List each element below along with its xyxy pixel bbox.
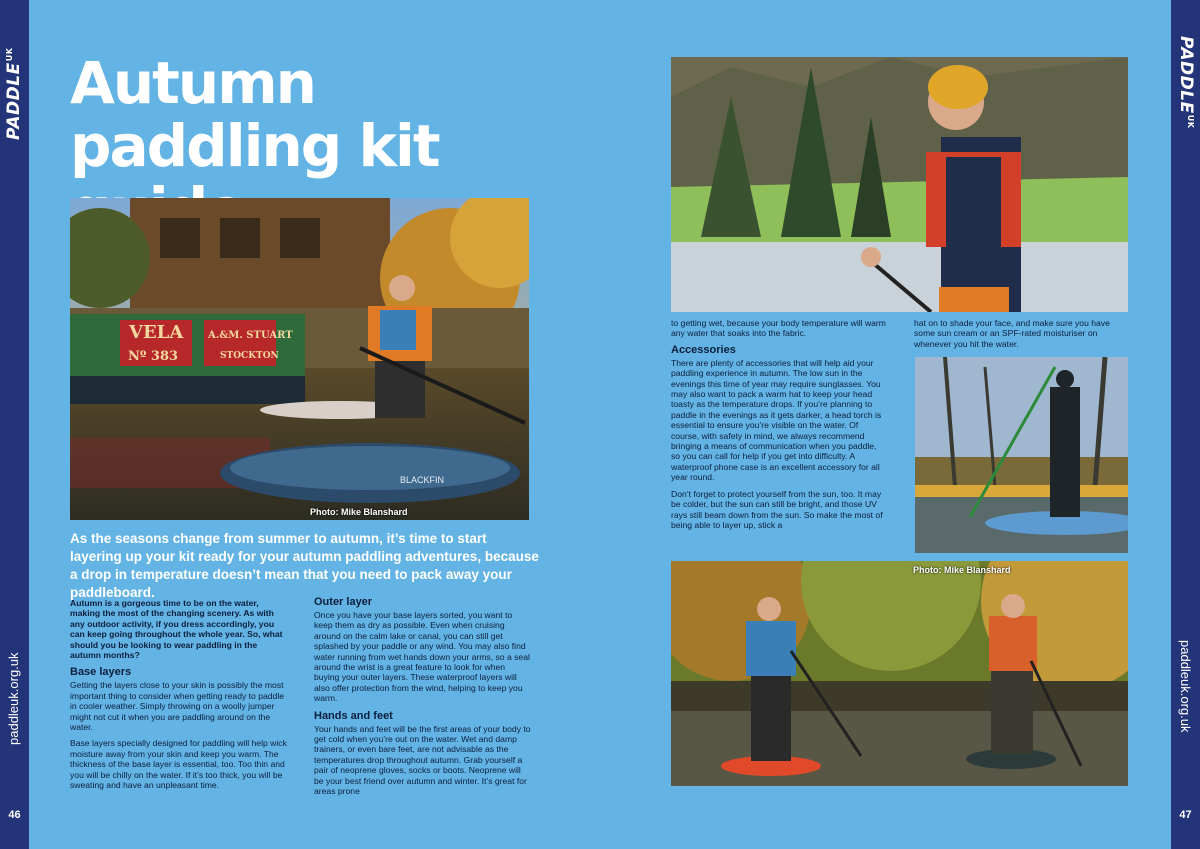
accessories-heading: Accessories: [671, 343, 736, 356]
paddle-uk-logo-right: $PADDLE^{UK}$: [1176, 36, 1196, 129]
outer-layer-heading: Outer layer: [314, 596, 373, 608]
hands-feet-continued: to getting wet, because your body temperature will warm any water that soaks into the fabric.: [671, 318, 886, 339]
canal-photo-credit: Photo: Mike Blanshard: [310, 507, 408, 517]
left-sidebar: [0, 0, 29, 849]
article-intro: As the seasons change from summer to autumn, it’s time to start layering up your kit ready for your autumn paddling adventures, because a drop in temperature doesn’t mean that you need to pack away your paddleboard.: [70, 531, 539, 600]
river-paddlers-photo: [671, 561, 1128, 786]
article-title: Autumn paddling kit: [70, 49, 439, 180]
trees-paddler-photo: [915, 357, 1128, 553]
board-brand-text: BLACKFIN: [400, 475, 445, 485]
accessories-p2-continued: hat on to shade your face, and make sure you have some sun cream or an SPF-rated moisturiser on whenever you hit the water.: [914, 318, 1110, 349]
page-number-right: 47: [1179, 809, 1192, 821]
accessories-p2: Don’t forget to protect yourself from the sun, too. It may be colder, but the sun can still be bright, and those UV rays still beam down from the sun. So make the most of being able to layer up, stick a: [671, 488, 883, 530]
lake-paddler-photo: [671, 57, 1128, 312]
right-sidebar: [1171, 0, 1200, 849]
canal-photo-illustration: [70, 198, 529, 520]
column-1: [70, 598, 290, 797]
column-3: [671, 318, 886, 536]
accessories-p1: There are plenty of accessories that will help aid your paddling experience in autumn. The low sun in the evenings this time of year may require sunglasses. You may also want to pack a warm hat to keep your head toasty as the temperature drops. If you’re planning to paddle in the evenings as it gets darker, a head torch is essential to ensure you’re visible on the water. Of course, with safety in mind, we always recommend bringing a means of communication when you paddle, so you can call for help if you get into difficulty. A waterproof phone case is an excellent accessory for all year round.: [671, 357, 882, 483]
trees-photo-illustration: [915, 357, 1128, 553]
site-url-left: paddleuk.org.uk: [6, 652, 21, 745]
base-layers-heading: Base layers: [70, 666, 132, 679]
hands-feet-heading: Hands and feet: [314, 709, 393, 722]
hands-feet-p1: Your hands and feet will be the first areas of your body to get cold when you’re out on the water. Wet and damp trainers, or even bare feet, are not advisable as the temperatures drop throughout autumn. Grab yourself a pair of neoprene gloves, socks or boots. Neoprene will be your best friend over autumn and winter. It’s great for areas prone: [314, 723, 531, 797]
paddle-uk-logo: $PADDLE^{UK}$: [4, 47, 24, 140]
column-2: [314, 592, 532, 803]
outer-layer-p1: Once you have your base layers sorted, you want to keep them as dry as possible. Even when cruising around on the calm lake or canal, you can still get splashed by your paddle or any wind. You may also find water running from wet hands down your arms, so a seal around the wrist is a great feature to look for when buying your outer layers. These waterproof layers will also offer protection from the wind, helping to keep you warm.: [314, 610, 530, 704]
page-number-left: 46: [8, 809, 21, 821]
lead-paragraph: Autumn is a gorgeous time to be on the water, making the most of the changing scenery. As with any outdoor activity, if you dress accordingly, you can keep going throughout the whole year. So, what should you be looking to wear paddling in the autumn months?: [70, 598, 283, 661]
river-photo-illustration: [671, 561, 1128, 786]
canal-paddleboard-photo: [70, 198, 529, 520]
lake-photo-illustration: [671, 57, 1128, 312]
boat-owner: A.&M. STUART: [208, 330, 293, 341]
river-photo-credit: Photo: Mike Blanshard: [913, 565, 1011, 575]
site-url-right: paddleuk.org.uk: [1178, 640, 1193, 733]
base-layers-p1: Getting the layers close to your skin is possibly the most important thing to consider when getting ready to paddle in cooler weather. Simply throwing on a woolly jumper might not cut it when you are paddling around on the water.: [70, 680, 285, 733]
boat-town: STOCKTON: [220, 351, 279, 361]
boat-name: VELA: [129, 322, 184, 343]
column-4: [914, 318, 1128, 355]
boat-number: Nº 383: [128, 349, 179, 364]
base-layers-p2: Base layers specially designed for paddling will help wick moisture away from your skin and keep you warm. The thickness of the base layer is essential, too. Too thin and you will be chilly on the water. If it’s too thick, you will be sweating and have an unpleasant time.: [70, 738, 287, 791]
